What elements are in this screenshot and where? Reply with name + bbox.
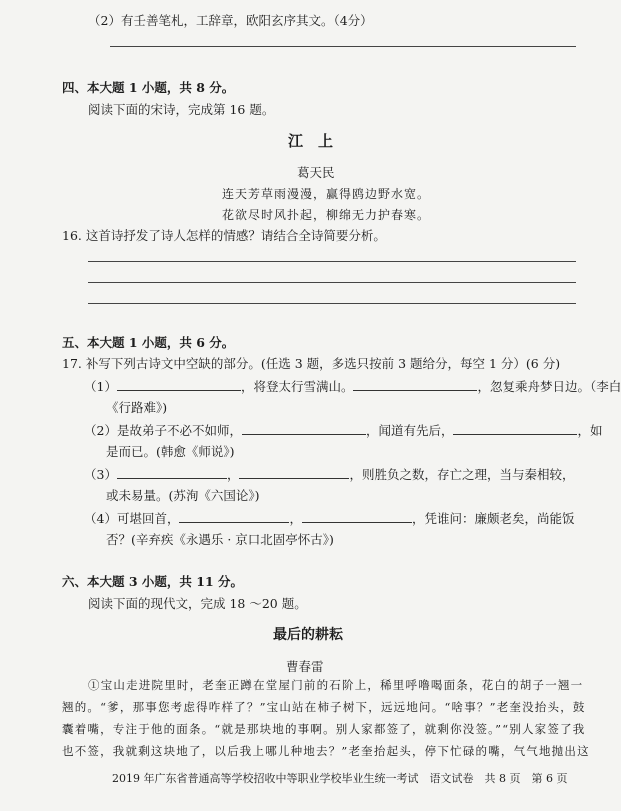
fill-blank[interactable] (117, 466, 227, 479)
section6-header: 六、本大题 3 小题，共 11 分。 (62, 574, 244, 589)
question-16: 16. 这首诗抒发了诗人怎样的情感？请结合全诗简要分析。 (62, 228, 386, 243)
item-text: ， (226, 467, 240, 482)
question-17: 17. 补写下列古诗文中空缺的部分。(任选 3 题，多选只按前 3 题给分，每空 1 分）(6 分) (62, 356, 561, 371)
q17-item4-cont: 否？(辛弃疾《永遇乐 · 京口北固亭怀古》) (106, 532, 334, 547)
item-number: （4） (84, 511, 117, 526)
story-line-2: 翘的。“爹，那事您考虑得咋样了？”宝山站在柿子树下，远远地问。“啥事？”老奎没抬头，鼓 (62, 700, 586, 714)
q17-item3-cont: 或未易量。(苏洵《六国论》) (106, 488, 260, 503)
item-text: ， (289, 511, 302, 526)
q17-item3 (84, 466, 574, 483)
poem-author: 葛天民 (297, 165, 335, 180)
item-number: （1） (84, 379, 117, 394)
story-line-4: 也不签，我就剩这块地了，以后我上哪儿种地去？”老奎抬起头，停下忙碌的嘴，气气地抛出这 (62, 744, 590, 758)
item-text: ，闻道有先后， (365, 423, 454, 438)
story-line-3: 囊着嘴，专注于他的面条。“就是那块地的事啊。别人家都签了，就剩你没签。”“别人家签了我 (62, 722, 586, 736)
answer-line (88, 303, 576, 304)
item-text: ，忽复乘舟梦日边。（李白 (477, 379, 621, 394)
section6-instruction: 阅读下面的现代文，完成 18 ～20 题。 (88, 596, 307, 611)
q17-item2-cont: 是而已。(韩愈《师说》) (106, 444, 235, 459)
poem-line-2: 花欲尽时风扑起，柳绵无力护春寒。 (222, 208, 431, 222)
fill-blank[interactable] (117, 378, 241, 391)
fill-blank[interactable] (242, 422, 366, 435)
item-number: （3） (84, 467, 117, 482)
story-line-1: ①宝山走进院里时，老奎正蹲在堂屋门前的石阶上，稀里呼噜喝面条，花白的胡子一翘一 (88, 678, 584, 692)
story-author: 曹春雷 (286, 659, 324, 674)
poem-title: 江 上 (288, 132, 334, 150)
answer-line (88, 282, 576, 283)
q17-item1-cont: 《行路难》) (106, 400, 168, 415)
poem-line-1: 连天芳草雨漫漫，赢得鸥边野水宽。 (222, 187, 431, 201)
page-footer: 2019 年广东省普通高等学校招收中等职业学校毕业生统一考试 语文试卷 共 8 页 第 6 页 (112, 772, 568, 785)
item-text: 可堪回首， (116, 511, 180, 526)
q17-item1 (84, 378, 621, 395)
section4-header: 四、本大题 1 小题，共 8 分。 (62, 80, 235, 95)
answer-line (110, 46, 576, 47)
item-text: ，将登太行雪满山。 (240, 379, 354, 394)
fill-blank[interactable] (353, 378, 477, 391)
item-text: 是故弟子不必不如师， (116, 423, 242, 438)
story-title: 最后的耕耘 (273, 627, 343, 643)
fill-blank[interactable] (302, 510, 412, 523)
answer-line (88, 261, 576, 262)
q17-item4 (84, 510, 575, 527)
q17-item2 (84, 422, 603, 439)
item-text: ，则胜负之数，存亡之理，当与秦相较， (349, 467, 575, 482)
fill-blank[interactable] (239, 466, 349, 479)
item-number: （2） (84, 423, 117, 438)
fill-blank[interactable] (453, 422, 577, 435)
section5-header: 五、本大题 1 小题，共 6 分。 (62, 335, 235, 350)
fill-blank[interactable] (179, 510, 289, 523)
q15-item2: （2）有壬善笔札，工辞章，欧阳玄序其文。（4分） (88, 13, 373, 28)
section4-instruction: 阅读下面的宋诗，完成第 16 题。 (88, 102, 275, 117)
item-text: ，凭谁问：廉颇老矣，尚能饭 (411, 511, 575, 526)
item-text: ，如 (577, 423, 603, 438)
